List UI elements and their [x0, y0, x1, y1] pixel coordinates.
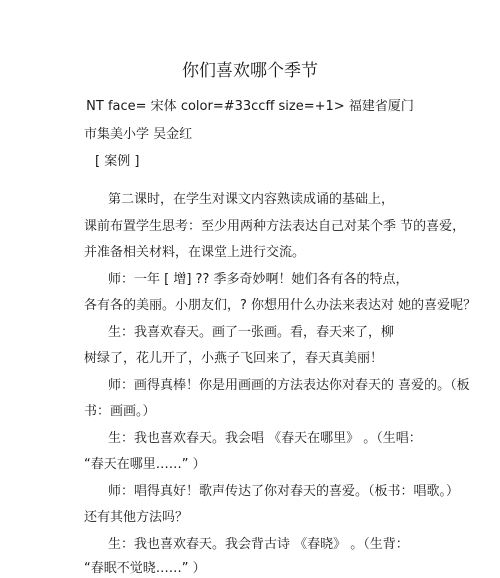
body-line: 并准备相关材料，在课堂上进行交流。 — [84, 245, 306, 260]
body-line: 各有各的美丽。小朋友们，? 你想用什么办法来表达对 她的喜爱呢？ — [84, 298, 477, 313]
body-line: “春天在哪里……” ） — [84, 457, 206, 472]
body-line: 生：我也喜欢春天。我会唱 《春天在哪里》 。（生唱： — [108, 431, 422, 446]
body-line: 师：一年 [ 增] ?? 季多奇妙啊！她们各有各的特点， — [108, 272, 409, 287]
body-line: 课前布置学生思考：至少用两种方法表达自己对某个季 节的喜爱， — [84, 219, 466, 234]
case-label: [ 案例 ] — [95, 154, 140, 169]
body-line: 师：唱得真好！歌声传达了你对春天的喜爱。（板书：唱歌。） — [108, 484, 460, 499]
body-line: 生：我喜欢春天。画了一张画。看，春天来了，柳 — [108, 325, 395, 340]
body-line: 树绿了，花儿开了，小燕子飞回来了，春天真美丽！ — [84, 351, 384, 366]
body-line: “春眠不觉晓……” ） — [84, 561, 206, 576]
body-line: 书：画画。） — [84, 404, 156, 419]
subtitle-line: NT face= 宋体 color=#33ccff size=+1> 福建省厦门 — [86, 99, 414, 114]
author-line: 市集美小学 吴金红 — [84, 127, 193, 142]
body-line: 还有其他方法吗？ — [84, 510, 189, 525]
body-line: 生：我也喜欢春天。我会背古诗 《春晓》 。（生背： — [108, 537, 409, 552]
body-line: 师：画得真棒！你是用画画的方法表达你对春天的 喜爱的。（板 — [108, 378, 470, 393]
document-title: 你们喜欢哪个季节 — [182, 61, 318, 81]
body-line: 第二课时，在学生对课文内容熟读成诵的基础上， — [108, 192, 395, 207]
